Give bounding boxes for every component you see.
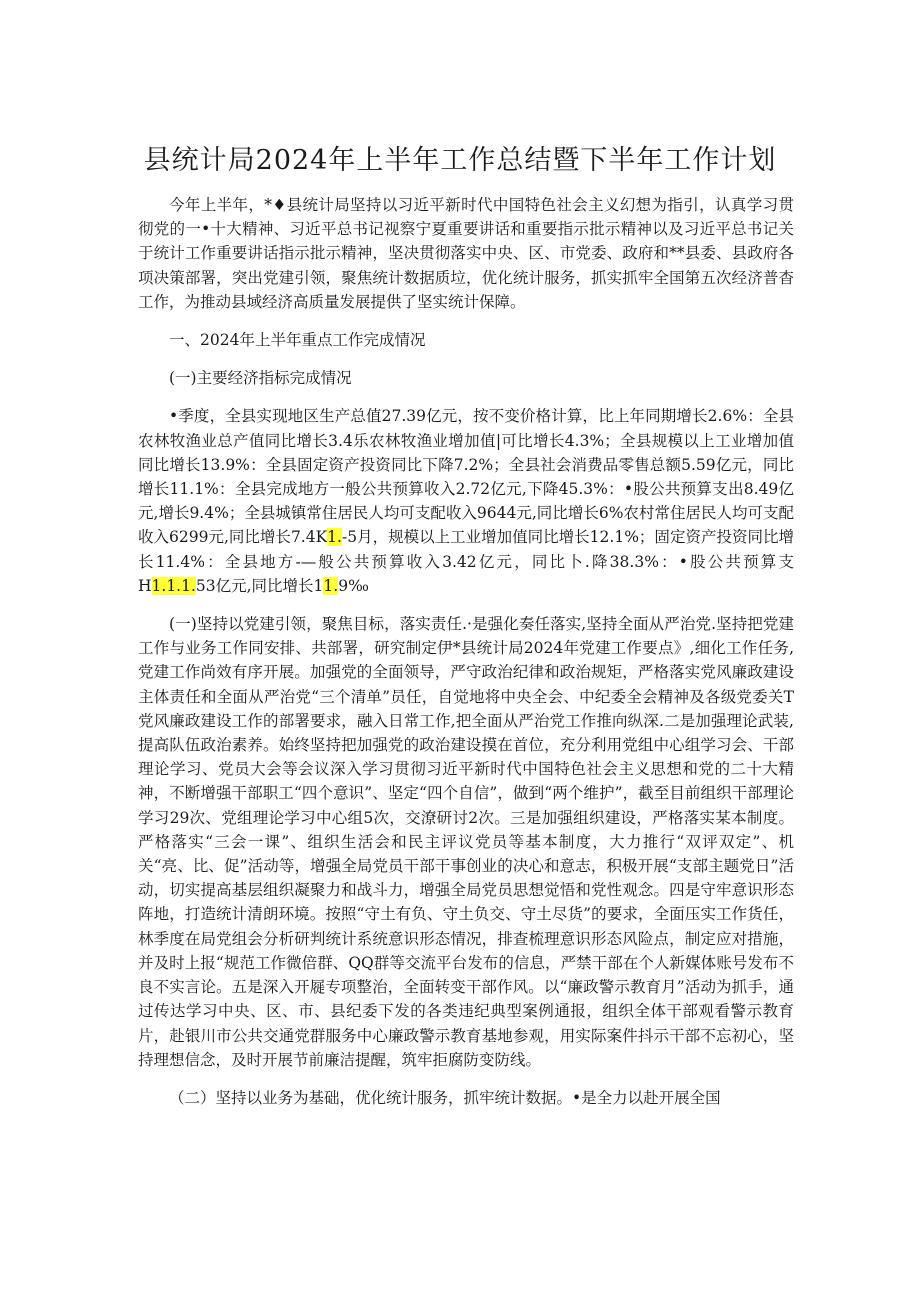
economy-text-2: -5月，规模以上工业增加值同比增长12.1%；固定资产投资同比增长11.4%：全县地方-—般公共预算收入3.42亿元，同比卜.降38.3%：•股公共预算支H — [138, 528, 794, 595]
highlight-mark: 1. — [323, 576, 339, 595]
economy-text-4: 9‰ — [338, 576, 369, 595]
service-paragraph: （二）坚持以业务为基础，优化统计服务，抓牢统计数据。•是全力以赴开展全国 — [169, 1088, 721, 1107]
highlight-mark: 1.1.1. — [151, 576, 196, 595]
highlight-mark: 1. — [327, 528, 342, 547]
document-body — [138, 193, 794, 1110]
economy-paragraph — [138, 404, 794, 598]
section-heading: 一、2024年上半年重点工作完成情况 — [169, 331, 426, 350]
economy-text-1: •季度，全县实现地区生产总值27.39亿元，按不变价格计算，比上年同期增长2.6%：全县农林牧渔业总产值同比增长3.4乐农林牧渔业增加值|可比增长4.3%；全县规模以上工业增加值同比增长13.9%：全县固定资产投资同比下降7.2%；全县社会消费品零售总额5.59亿元，同比增长11.1%：全县完成地方一般公共预算收入2.72亿元,下降45.3%：•股公共预算支出8.49亿元,增长9.4%；全县城镇常住居民人均可支配收入9644元,同比增长6%农村常住居民人均可支配收入6299元,同比增长7.4K — [138, 407, 794, 547]
economy-text-3: 53亿元,同比增长1 — [195, 576, 324, 595]
document-title: 县统计局2024年上半年工作总结暨下半年工作计划 — [143, 145, 777, 176]
party-building-paragraph: (一)坚持以党建引领，聚焦目标，落实责任.·是强化奏任落实,坚持全面从严治党.坚持把党建工作与业务工作同安排、共部署，研究制定伊*县统计局2024年党建工作要点》,细化工作任务,党建工作尚效有序开展。加强党的全面领导，严守政治纪律和政治规矩，严格落实党风廉政建设主体责任和全面从严治党“三个清单”员任，自觉地将中央全会、中纪委全会精神及各级党委关T党风廉政建设工作的部署要求，融入日常工作,把全面从严治党工作推向纵深.二是加强理论武装,提高队伍政治素养。始终坚持把加强党的政治建设摸在首位，充分利用党组中心组学习会、干部理论学习、党员大会等会议深入学习贯彻习近平新时代中国特色社会主义思想和党的二十大精神，不断增强干部职工“四个意识”、坚定“四个自信”，做到“两个维护”，截至目前组织干部理论学习29次、党组理论学习中心组5次，交潦研讨2次。三是加强组织建设，严格落实某本制度。严格落实“三会一课”、组织生活会和民主评议党员等基本制度，大力推行“双评双定”、机关“亮、比、促”活动等，增强全局党员干部干事创业的决心和意志，积极开展“支部主题党日”活动，切实提高基层组织凝聚力和战斗力，增强全局党员思想觉悟和党性观念。四是守牢意识形态阵地，打造统计清朗环境。按照“守土有负、守土负交、守土尽货”的要求，全面压实工作货任，林季度在局党组会分析研判统计系统意识形态情况，排查梳理意识形态风险点，制定应对措施，并及时上报“规范工作微倍群、QQ群等交流平台发布的信息，严禁干部在个人新媒体账号发布不良不实言论。五是深入开屣专项整治，全面转变干部作风。以“廉政警示教育月”活动为抓手，通过传达学习中央、区、市、县纪委下发的各类违纪典型案例通报，组织全体干部观看警示教育片，赴银川市公共交通党群服务中心廉政警示教育基地参观，用实际案件抖示干部不忘初心，坚持理想信念，及时开展节前廉洁提醒，筑牢拒腐防变防线。 — [138, 615, 794, 1069]
subsection-heading: (一)主要经济指标完成情况 — [169, 369, 352, 388]
intro-paragraph: 今年上半年，*♦县统计局坚持以习近平新时代中国特色社会主义幻想为指引，认真学习贯彻党的一•十大精神、习近平总书记视察宁夏重要讲话和重要指示批示精神以及习近平总书记关于统计工作重要讲话指示批示精神，坚决贯彻落实中央、区、市党委、政府和**县委、县政府各项决策部署，突出党建引领，聚焦统计数据质垃，优化统计服务，抓实抓牢全国第五次经济普杳工作，为推动县域经济高质量发展提供了坚实统计保障。 — [138, 196, 794, 311]
